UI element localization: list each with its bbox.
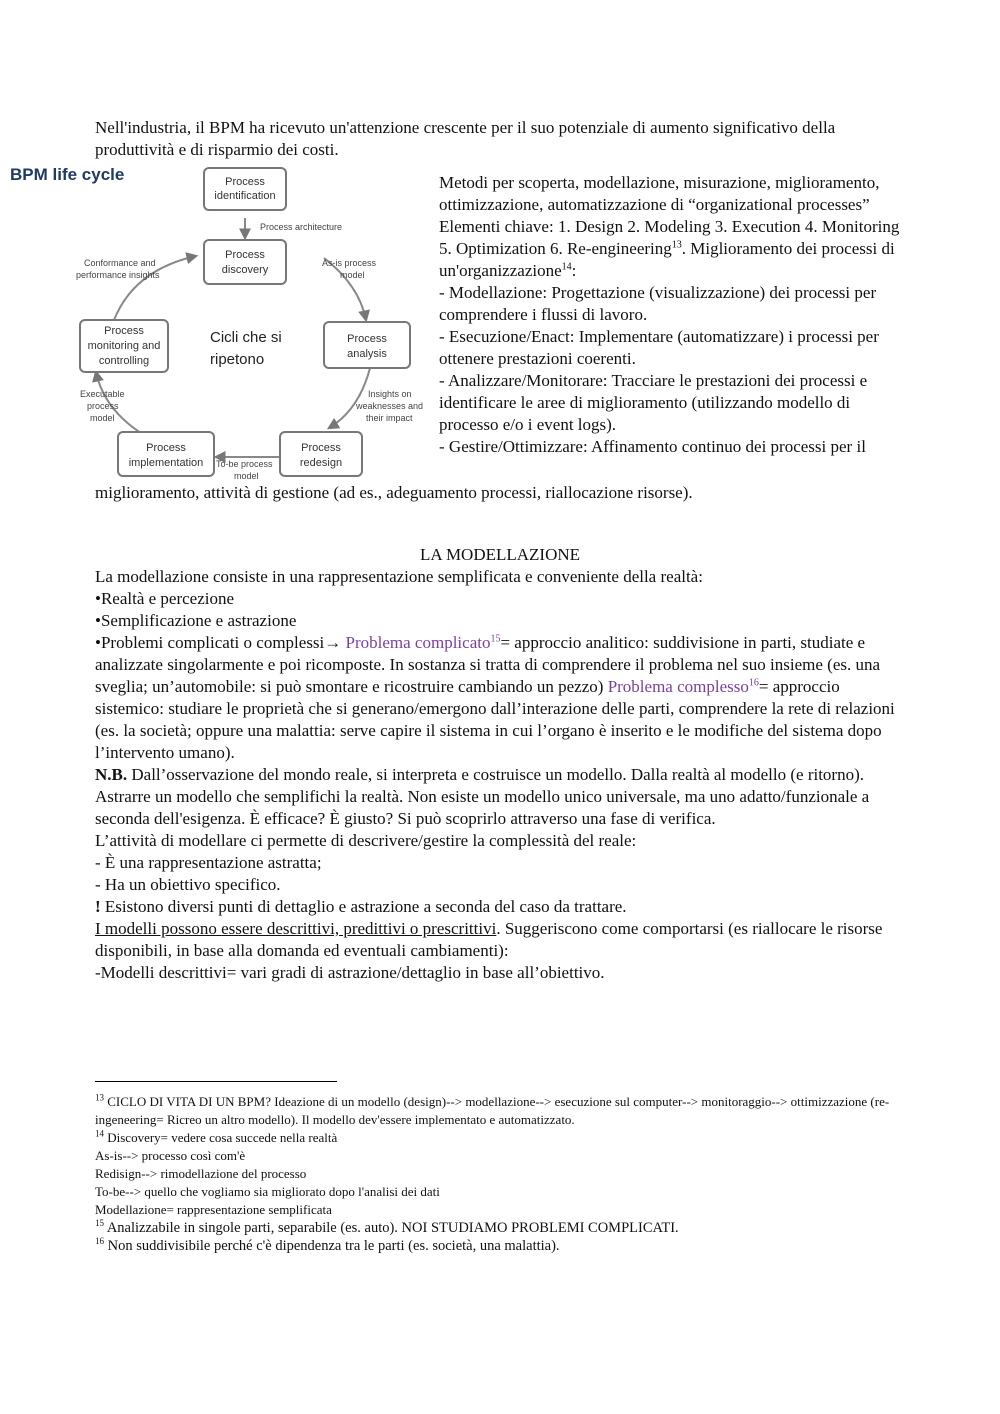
item-gestire-continuation: miglioramento, attività di gestione (ad es., adeguamento processi, riallocazione risorse). xyxy=(95,483,693,502)
svg-text:model: model xyxy=(340,270,365,280)
svg-text:process: process xyxy=(87,401,119,411)
bullet-problemi: •Problemi complicati o complessi→ Problema complicato$^{15}$= approccio analitico: suddivisione in parti, studiate e analizzate singolarmente e poi ricomposte. In sostanza si tratta di comprendere il problema nel suo insieme (es. una sveglia; un’automobile: si può smontare e ricostruire cambiando un pezzo) Problema complesso$^{16}$= approccio sistemico: studiare le proprietà che si generano/emergono dall’interazione delle parti, comprendere la rete di relazioni (es. la società; oppure una malattia: serve capire il sistema in cui l’organo è inserito e le modifiche del sistema dopo l’intervento umano). xyxy=(95,633,895,762)
svg-text:Process: Process xyxy=(301,442,341,454)
svg-text:Insights on: Insights on xyxy=(368,389,412,399)
bpm-description: Metodi per scoperta, modellazione, misurazione, miglioramento, ottimizzazione, automatizzazione di “organizational processes” Elementi chiave: 1. Design 2. Modeling 3. Execution 4. Monitoring 5. Optimization 6. Re-engineering$^{13}$. Miglioramento dei processi di un'organizzazione$^{14}$: - Modellazione: Progettazione (visualizzazione) dei processi per comprendere i flussi di lavoro. - Esecuzione/Enact: Implementare (automatizzare) i processi per ottenere prestazioni coerenti. - Analizzare/Monitorare: Tracciare le prestazioni dei processi e identificare le aree di miglioramento (utilizzando modello di processo e/o i event logs). - Gestire/Ottimizzare: Affinamento continuo dei processi per il xyxy=(439,172,909,458)
nb-paragraph: N.B. Dall’osservazione del mondo reale, si interpreta e costruisce un modello. Dalla realtà al modello (e ritorno). Astrarre un modello che semplifichi la realtà. Non esiste un modello unico universale, ma uno adatto/funzionale a seconda dell'esigenza. È efficace? È giusto? Si può scoprirlo attraverso una fase di verifica. xyxy=(95,765,870,828)
node-process-analysis xyxy=(324,322,410,368)
models-paragraph: I modelli possono essere descrittivi, predittivi o prescrittivi. Suggeriscono come comportarsi (es riallocare le risorse disponibili, in base alla domanda ed eventuali cambiamenti): xyxy=(95,919,883,960)
node-process-identification xyxy=(204,168,286,210)
node-process-redesign xyxy=(280,432,362,476)
edge-label-tobe xyxy=(216,459,273,481)
footnote-14: $^{14}$ Discovery= vedere cosa succede nella realtà xyxy=(95,1128,338,1145)
footnote-ref-16: 16 xyxy=(748,677,759,689)
dash-item-1: - È una rappresentazione astratta; xyxy=(95,853,322,872)
bpm-lifecycle-diagram xyxy=(4,160,434,485)
intro-paragraph: Nell'industria, il BPM ha ricevuto un'attenzione crescente per il suo potenziale di aumento significativo della produttività e di risparmio dei costi. xyxy=(95,118,836,159)
item-esecuzione: - Esecuzione/Enact: Implementare (automatizzare) i processi per ottenere prestazioni coerenti. xyxy=(439,327,879,368)
svg-text:their impact: their impact xyxy=(366,413,413,423)
footnote-divider xyxy=(95,1081,337,1082)
diagram-title: BPM life cycle xyxy=(10,165,125,184)
svg-text:model: model xyxy=(90,413,115,423)
bullet-realta: •Realtà e percezione xyxy=(95,589,235,608)
item-analizzare: - Analizzare/Monitorare: Tracciare le prestazioni dei processi e identificare le aree di miglioramento (utilizzando modello di processo e/o i event logs). xyxy=(439,371,868,434)
svg-text:Conformance and: Conformance and xyxy=(84,258,156,268)
item-gestire: - Gestire/Ottimizzare: Affinamento continuo dei processi per il xyxy=(439,437,866,456)
svg-text:controlling: controlling xyxy=(98,355,150,367)
node-process-implementation xyxy=(118,432,214,476)
exclamation-icon: ! xyxy=(95,897,101,916)
svg-text:redesign: redesign xyxy=(299,457,343,469)
svg-text:Process: Process xyxy=(225,176,265,188)
svg-text:implementation: implementation xyxy=(128,457,204,469)
bullet-semplificazione: •Semplificazione e astrazione xyxy=(95,611,297,630)
arrow-icon: → xyxy=(324,633,342,652)
problema-complicato-label: Problema complicato xyxy=(341,633,491,652)
svg-text:performance insights: performance insights xyxy=(76,270,160,280)
svg-text:Executable: Executable xyxy=(80,389,125,399)
footnote-14-line-5: Modellazione= rappresentazione semplificata xyxy=(95,1202,332,1217)
svg-text:weaknesses and: weaknesses and xyxy=(356,401,424,411)
diagram-center-note-2: ripetono xyxy=(210,351,265,368)
svg-text:analysis: analysis xyxy=(347,348,387,360)
footnote-14-line-2: As-is--> processo così com'è xyxy=(95,1148,246,1163)
edge-label-asis xyxy=(322,258,377,280)
svg-text:As-is process: As-is process xyxy=(322,258,377,268)
footnote-ref-15: 15 xyxy=(490,633,501,645)
exclamation-paragraph: ! Esistono diversi punti di dettaglio e astrazione a seconda del caso da trattare. xyxy=(95,897,627,916)
section-heading: LA MODELLAZIONE xyxy=(419,545,581,564)
last-line: -Modelli descrittivi= vari gradi di astrazione/dettaglio in base all’obiettivo. xyxy=(95,963,605,982)
footnotes xyxy=(95,1093,910,1255)
diagram-center-note-1: Cicli che si xyxy=(210,329,282,346)
svg-text:Process: Process xyxy=(225,249,265,261)
footnote-ref-13: 13 xyxy=(671,239,682,251)
edge-label-executable xyxy=(80,389,125,423)
footnote-14-line-3: Redisign--> rimodellazione del processo xyxy=(95,1166,307,1181)
modellazione-body xyxy=(95,566,910,984)
dash-item-2: - Ha un obiettivo specifico. xyxy=(95,875,281,894)
node-process-monitoring xyxy=(80,320,168,372)
svg-text:model: model xyxy=(234,471,259,481)
footnote-ref-14: 14 xyxy=(561,261,572,273)
edge-label-insights xyxy=(355,389,423,423)
svg-text:Process: Process xyxy=(104,325,144,337)
svg-text:discovery: discovery xyxy=(221,264,269,276)
problema-complesso-label: Problema complesso xyxy=(607,677,749,696)
body-line-2: L’attività di modellare ci permette di descrivere/gestire la complessità del reale: xyxy=(95,831,637,850)
node-process-discovery xyxy=(204,240,286,284)
footnote-16: $^{16}$ Non suddivisibile perché c'è dipendenza tra le parti (es. società, una malattia). xyxy=(95,1236,560,1254)
item-modellazione: - Modellazione: Progettazione (visualizzazione) dei processi per comprendere i flussi di lavoro. xyxy=(439,283,877,324)
footnote-13: $^{13}$ CICLO DI VITA DI UN BPM? Ideazione di un modello (design)--> modellazione--> esecuzione sul computer--> monitoraggio--> ottimizzazione (re-ingeneering= Ricreo un altro modello). Il modello dev'essere implementato e automatizzato. xyxy=(95,1092,890,1127)
svg-text:Process: Process xyxy=(347,333,387,345)
svg-text:monitoring and: monitoring and xyxy=(87,340,161,352)
footnote-14-line-4: To-be--> quello che vogliamo sia migliorato dopo l'analisi dei dati xyxy=(95,1184,440,1199)
svg-text:To-be process: To-be process xyxy=(216,459,273,469)
edge-label-conformance xyxy=(76,258,160,280)
edge-label-architecture: Process architecture xyxy=(260,222,343,232)
svg-text:identification: identification xyxy=(214,190,276,202)
body-line-1: La modellazione consiste in una rappresentazione semplificata e conveniente della realtà: xyxy=(95,567,703,586)
svg-text:Process: Process xyxy=(146,442,186,454)
methods-text: Metodi per scoperta, modellazione, misurazione, miglioramento, ottimizzazione, automatizzazione di “organizational processes” Elementi chiave: 1. Design 2. Modeling 3. Execution 4. Monitoring 5. Optimization 6. Re-engineering xyxy=(439,173,900,258)
footnote-15: $^{15}$ Analizzabile in singole parti, separabile (es. auto). NOI STUDIAMO PROBLEMI COMPLICATI. xyxy=(95,1218,679,1236)
